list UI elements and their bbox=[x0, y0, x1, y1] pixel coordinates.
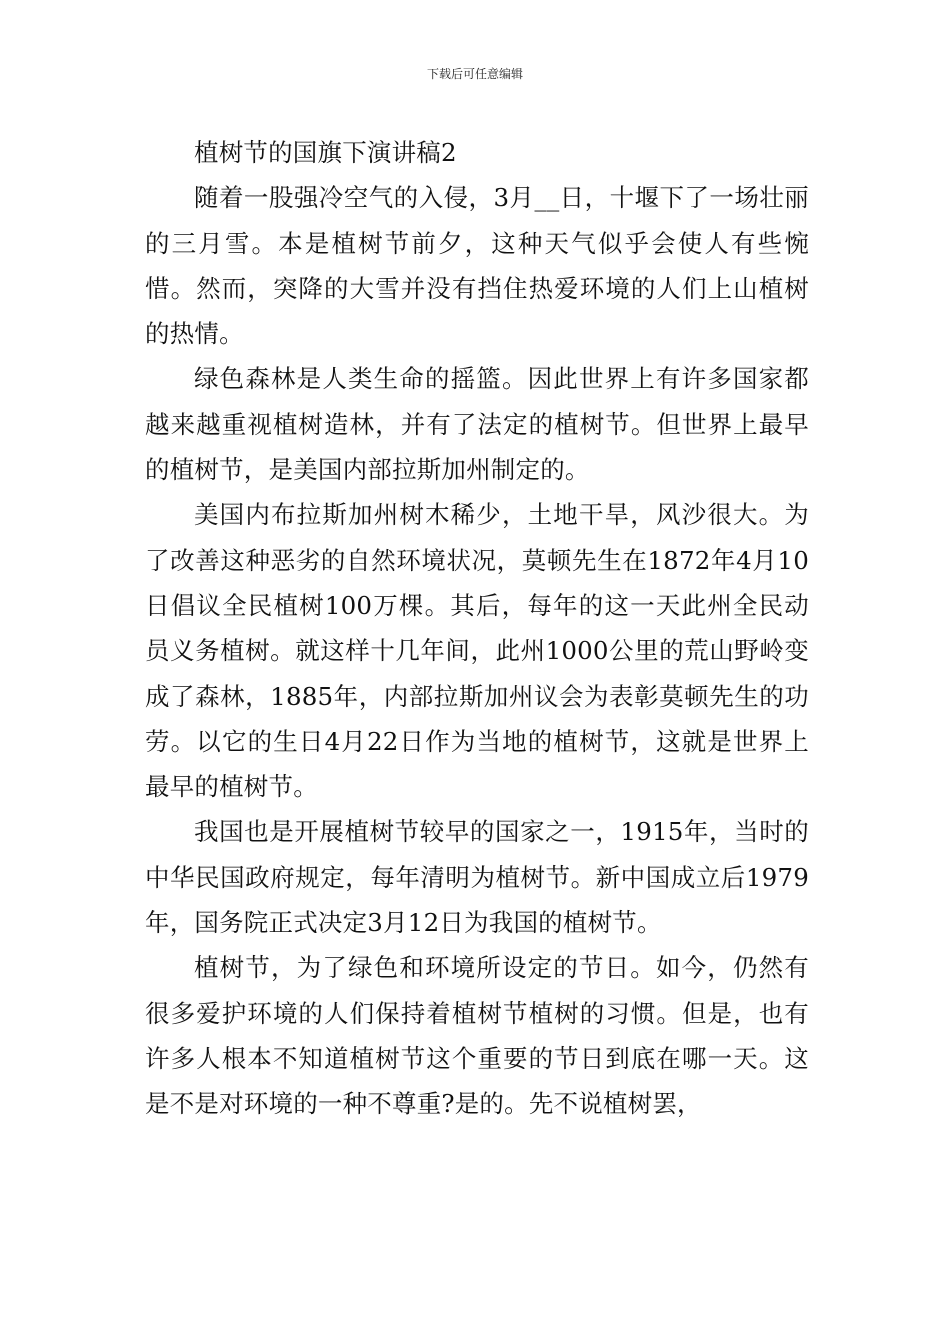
paragraph-1: 随着一股强冷空气的入侵，3月__日，十堰下了一场壮丽的三月雪。本是植树节前夕，这种天气似乎会使人有些惋惜。然而，突降的大雪并没有挡住热爱环境的人们上山植树的热情。 bbox=[145, 183, 809, 349]
document-title: 植树节的国旗下演讲稿2 bbox=[194, 138, 457, 167]
paragraph-3: 美国内布拉斯加州树木稀少，土地干旱，风沙很大。为了改善这种恶劣的自然环境状况，莫顿先生在1872年4月10日倡议全民植树100万棵。其后，每年的这一天此州全民动员义务植树。就这样十几年间，此州1000公里的荒山野岭变成了森林，1885年，内部拉斯加州议会为表彰莫顿先生的功劳。以它的生日4月22日作为当地的植树节，这就是世界上最早的植树节。 bbox=[145, 500, 809, 802]
paragraph-5: 植树节，为了绿色和环境所设定的节日。如今，仍然有很多爱护环境的人们保持着植树节植树的习惯。但是，也有许多人根本不知道植树节这个重要的节日到底在哪一天。这是不是对环境的一种不尊重?是的。先不说植树罢， bbox=[145, 953, 809, 1119]
paragraph-2: 绿色森林是人类生命的摇篮。因此世界上有许多国家都越来越重视植树造林，并有了法定的植树节。但世界上最早的植树节，是美国内部拉斯加州制定的。 bbox=[145, 364, 809, 485]
page-header-note: 下载后可任意编辑 bbox=[426, 67, 523, 81]
document-body bbox=[145, 130, 809, 1127]
paragraph-4: 我国也是开展植树节较早的国家之一，1915年，当时的中华民国政府规定，每年清明为植树节。新中国成立后1979年，国务院正式决定3月12日为我国的植树节。 bbox=[145, 817, 809, 938]
